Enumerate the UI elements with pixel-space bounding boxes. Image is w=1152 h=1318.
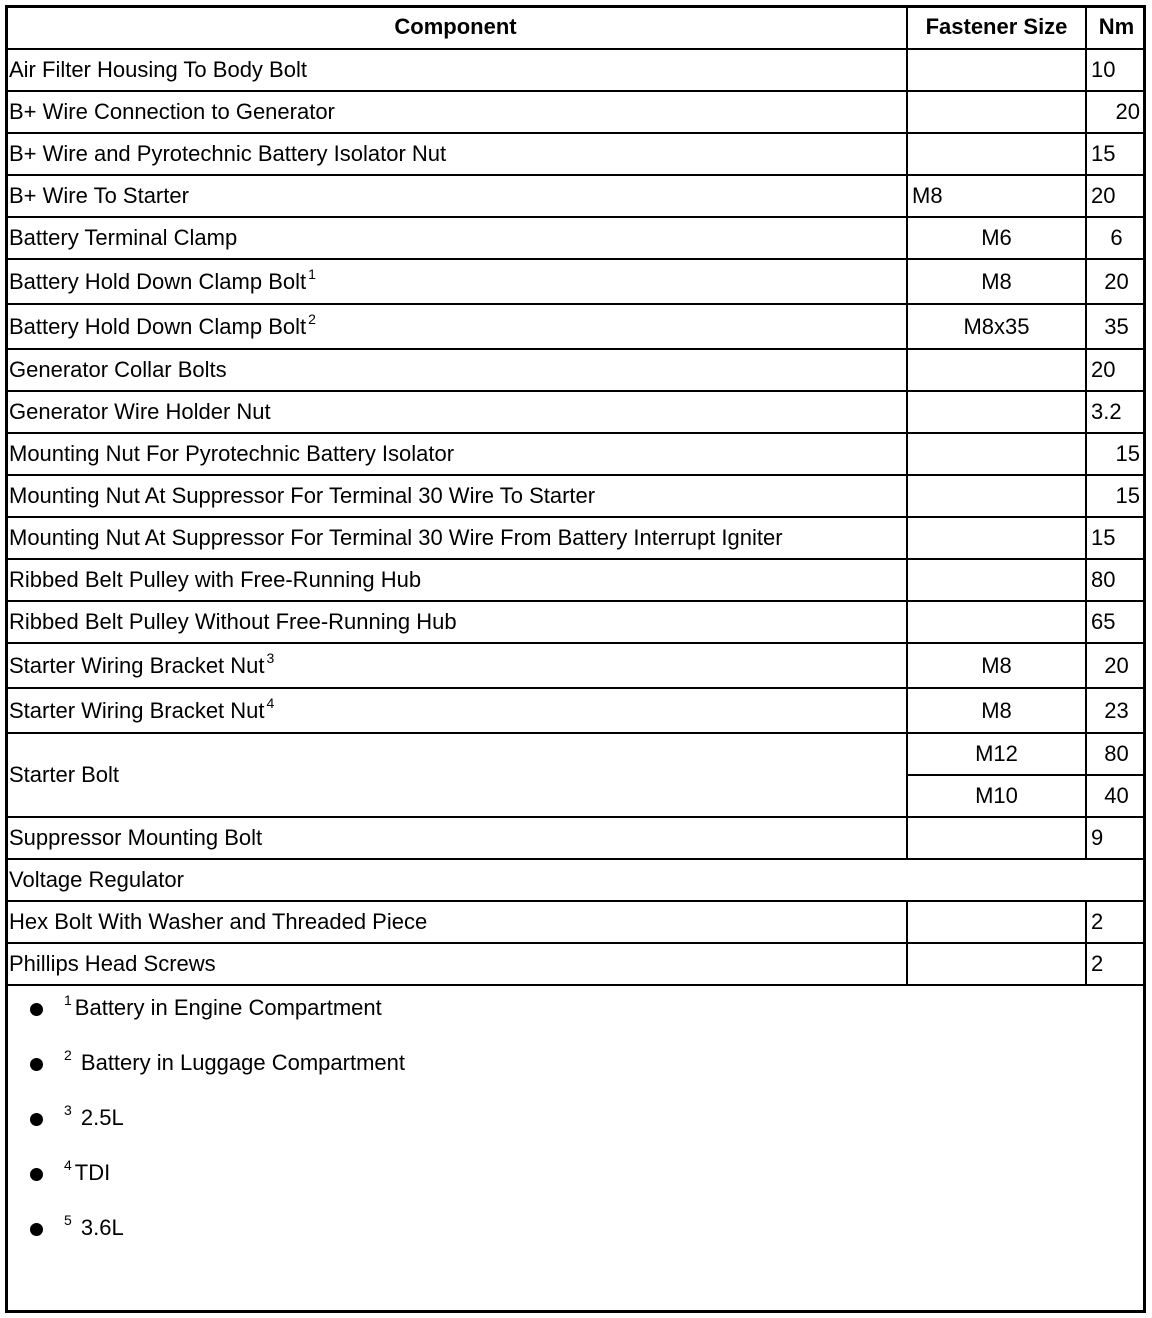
nm-cell: 80 xyxy=(1086,559,1146,601)
bullet-icon xyxy=(30,1113,43,1126)
fastener-cell: M8 xyxy=(907,175,1086,217)
table-row xyxy=(5,733,1146,775)
footnote-item xyxy=(30,1157,405,1215)
table-row xyxy=(5,391,1146,433)
fastener-cell: M10 xyxy=(907,775,1086,817)
footnote-text: Battery in Luggage Compartment xyxy=(74,1050,405,1075)
table-row xyxy=(5,133,1146,175)
footnote-number: 3 xyxy=(64,1102,72,1118)
table-row xyxy=(5,475,1146,517)
table-row xyxy=(5,217,1146,259)
fastener-cell xyxy=(907,475,1086,517)
table-row xyxy=(5,433,1146,475)
footnote-ref: 4 xyxy=(266,694,275,711)
component-cell: Hex Bolt With Washer and Threaded Piece xyxy=(5,901,907,943)
component-cell xyxy=(5,688,907,733)
nm-cell: 15 xyxy=(1086,517,1146,559)
footnote-text: TDI xyxy=(74,1160,111,1185)
fastener-cell: M12 xyxy=(907,733,1086,775)
component-text: Battery Hold Down Clamp Bolt xyxy=(9,268,307,294)
fastener-cell xyxy=(907,433,1086,475)
footnote-item xyxy=(30,992,405,1050)
nm-cell: 40 xyxy=(1086,775,1146,817)
component-cell: B+ Wire and Pyrotechnic Battery Isolator Nut xyxy=(5,133,907,175)
table-row xyxy=(5,259,1146,304)
footnote-number: 1 xyxy=(64,992,72,1008)
table-row xyxy=(5,901,1146,943)
fastener-cell: M8 xyxy=(907,259,1086,304)
nm-cell: 35 xyxy=(1086,304,1146,349)
nm-cell: 6 xyxy=(1086,217,1146,259)
component-cell xyxy=(5,643,907,688)
component-cell: Ribbed Belt Pulley Without Free-Running Hub xyxy=(5,601,907,643)
component-cell: Phillips Head Screws xyxy=(5,943,907,985)
footnote-ref: 1 xyxy=(308,265,316,282)
bullet-icon xyxy=(30,1058,43,1071)
component-cell: Mounting Nut For Pyrotechnic Battery Isolator xyxy=(5,433,907,475)
footnote-number: 4 xyxy=(64,1157,72,1173)
nm-cell: 20 xyxy=(1086,349,1146,391)
component-text: Starter Wiring Bracket Nut xyxy=(9,697,265,723)
table-row xyxy=(5,688,1146,733)
fastener-cell: M8 xyxy=(907,643,1086,688)
nm-cell: 2 xyxy=(1086,901,1146,943)
component-cell: Generator Wire Holder Nut xyxy=(5,391,907,433)
nm-cell: 9 xyxy=(1086,817,1146,859)
fastener-cell xyxy=(907,349,1086,391)
nm-cell: 20 xyxy=(1086,259,1146,304)
table-row xyxy=(5,559,1146,601)
fastener-cell xyxy=(907,49,1086,91)
component-cell xyxy=(5,304,907,349)
table-row xyxy=(5,349,1146,391)
footnote-item xyxy=(30,1047,405,1105)
fastener-cell xyxy=(907,817,1086,859)
fastener-cell xyxy=(907,901,1086,943)
footnote-text: Battery in Engine Compartment xyxy=(74,995,382,1020)
footnote-ref: 3 xyxy=(266,649,275,666)
nm-cell: 20 xyxy=(1086,91,1146,133)
table-row xyxy=(5,643,1146,688)
torque-table xyxy=(5,5,1146,986)
fastener-cell: M8 xyxy=(907,688,1086,733)
nm-cell: 80 xyxy=(1086,733,1146,775)
nm-cell: 15 xyxy=(1086,433,1146,475)
bullet-icon xyxy=(30,1223,43,1236)
nm-cell: 15 xyxy=(1086,133,1146,175)
fastener-cell xyxy=(907,91,1086,133)
header-component: Component xyxy=(5,5,907,49)
nm-cell: 20 xyxy=(1086,175,1146,217)
footnote-item xyxy=(30,1212,405,1270)
nm-cell: 3.2 xyxy=(1086,391,1146,433)
table-row xyxy=(5,304,1146,349)
fastener-cell xyxy=(907,559,1086,601)
table-row xyxy=(5,91,1146,133)
component-text: Battery Hold Down Clamp Bolt xyxy=(9,313,307,339)
table-header-row xyxy=(5,5,1146,49)
header-nm: Nm xyxy=(1086,5,1146,49)
footnote-item xyxy=(30,1102,405,1160)
component-cell: Starter Bolt xyxy=(5,733,907,817)
component-cell: Ribbed Belt Pulley with Free-Running Hub xyxy=(5,559,907,601)
table-row xyxy=(5,601,1146,643)
fastener-cell xyxy=(907,133,1086,175)
table-row xyxy=(5,517,1146,559)
fastener-cell xyxy=(907,601,1086,643)
table-row xyxy=(5,175,1146,217)
component-cell xyxy=(5,259,907,304)
component-cell: B+ Wire To Starter xyxy=(5,175,907,217)
fastener-cell xyxy=(907,391,1086,433)
component-cell: Suppressor Mounting Bolt xyxy=(5,817,907,859)
table-row xyxy=(5,859,1146,901)
table-row xyxy=(5,943,1146,985)
section-heading-cell: Voltage Regulator xyxy=(5,859,1146,901)
fastener-cell xyxy=(907,943,1086,985)
bullet-icon xyxy=(30,1003,43,1016)
component-text: Starter Wiring Bracket Nut xyxy=(9,652,265,678)
header-fastener-size: Fastener Size xyxy=(907,5,1086,49)
nm-cell: 20 xyxy=(1086,643,1146,688)
footnote-ref: 2 xyxy=(308,310,316,327)
fastener-cell: M6 xyxy=(907,217,1086,259)
component-cell: B+ Wire Connection to Generator xyxy=(5,91,907,133)
fastener-cell xyxy=(907,517,1086,559)
component-cell: Air Filter Housing To Body Bolt xyxy=(5,49,907,91)
nm-cell: 10 xyxy=(1086,49,1146,91)
nm-cell: 23 xyxy=(1086,688,1146,733)
nm-cell: 2 xyxy=(1086,943,1146,985)
nm-cell: 65 xyxy=(1086,601,1146,643)
table-row xyxy=(5,817,1146,859)
footnote-text: 3.6L xyxy=(74,1215,124,1240)
component-cell: Battery Terminal Clamp xyxy=(5,217,907,259)
bullet-icon xyxy=(30,1168,43,1181)
footnote-number: 5 xyxy=(64,1212,72,1228)
fastener-cell: M8x35 xyxy=(907,304,1086,349)
nm-cell: 15 xyxy=(1086,475,1146,517)
component-cell: Mounting Nut At Suppressor For Terminal 30 Wire From Battery Interrupt Igniter xyxy=(5,517,907,559)
footnote-text: 2.5L xyxy=(74,1105,124,1130)
component-cell: Mounting Nut At Suppressor For Terminal 30 Wire To Starter xyxy=(5,475,907,517)
component-cell: Generator Collar Bolts xyxy=(5,349,907,391)
footnote-list xyxy=(30,992,405,1270)
footnote-number: 2 xyxy=(64,1047,72,1063)
table-row xyxy=(5,49,1146,91)
